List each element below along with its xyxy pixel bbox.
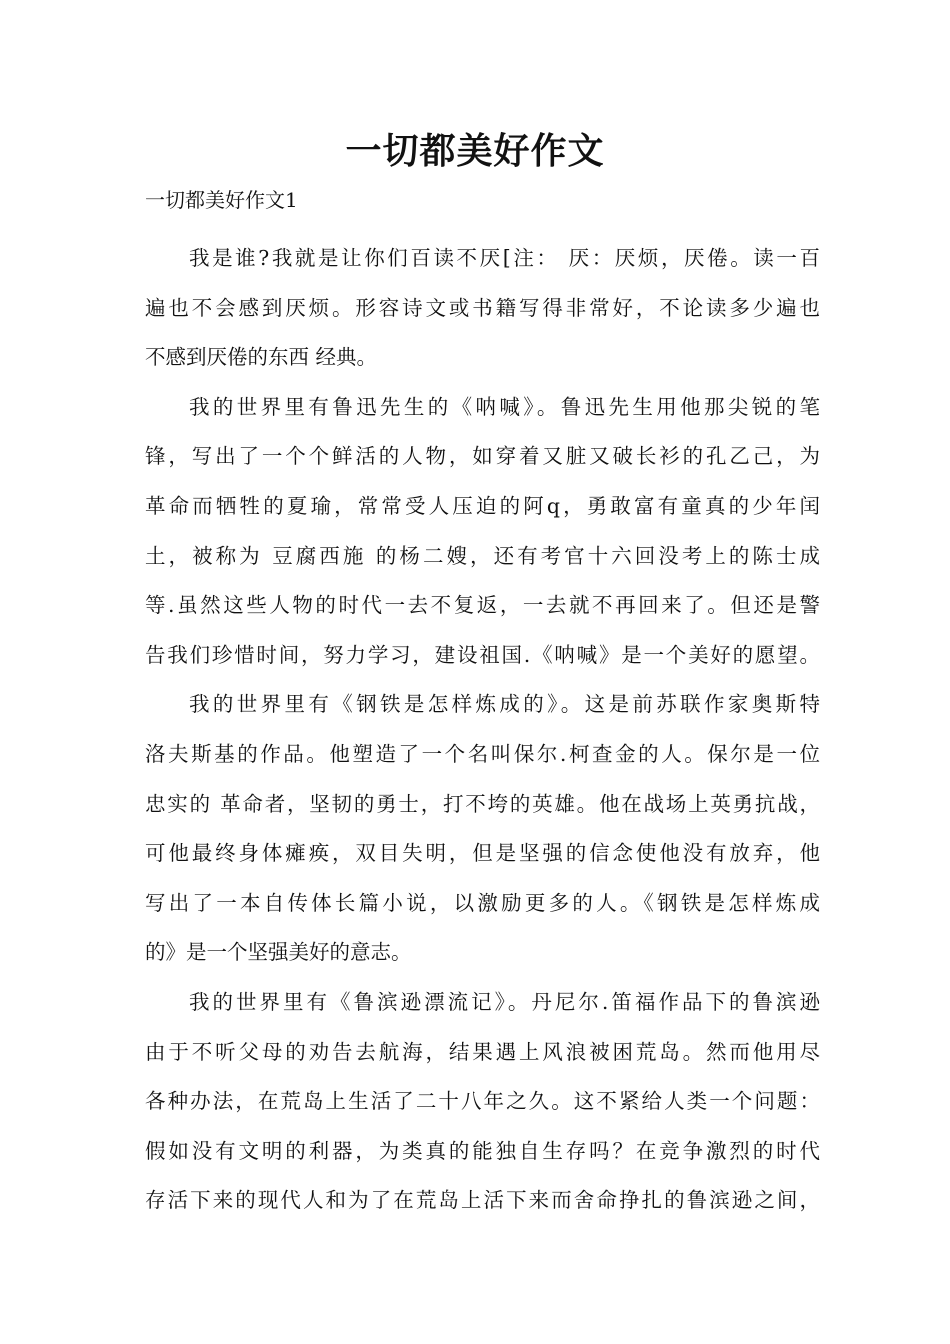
text-line: 的》是一个坚强美好的意志。: [145, 940, 412, 965]
document-subtitle: 一切都美好作文1: [145, 188, 298, 212]
text-line: 存活下来的现代人和为了在荒岛上活下来而舍命挣扎的鲁滨逊之间，: [145, 1188, 820, 1213]
text-line: 由于不听父母的劝告去航海，结果遇上风浪被困荒岛。然而他用尽: [145, 1039, 820, 1064]
text-line: 革命而牺牲的夏瑜，常常受人压迫的阿q，勇敢富有童真的少年闰: [145, 493, 820, 518]
text-line: 等.虽然这些人物的时代一去不复返，一去就不再回来了。但还是警: [145, 593, 820, 618]
text-line: 我的世界里有《鲁滨逊漂流记》。丹尼尔.笛福作品下的鲁滨逊: [189, 989, 820, 1014]
text-line: 告我们珍惜时间，努力学习，建设祖国.《呐喊》是一个美好的愿望。: [145, 642, 820, 667]
document-title: 一切都美好作文: [345, 131, 605, 172]
text-line: 我的世界里有鲁迅先生的《呐喊》。鲁迅先生用他那尖锐的笔: [189, 394, 820, 419]
text-line: 假如没有文明的利器，为类真的能独自生存吗？在竞争激烈的时代: [145, 1138, 820, 1163]
text-line: 洛夫斯基的作品。他塑造了一个名叫保尔.柯查金的人。保尔是一位: [145, 741, 820, 766]
text-line: 不感到厌倦的东西 经典。: [145, 345, 378, 370]
text-line: 各种办法，在荒岛上生活了二十八年之久。这不紧给人类一个问题：: [145, 1089, 820, 1114]
text-line: 我的世界里有《钢铁是怎样炼成的》。这是前苏联作家奥斯特: [189, 692, 820, 717]
document-body: [145, 234, 820, 1226]
text-line: 忠实的 革命者，坚韧的勇士，打不垮的英雄。他在战场上英勇抗战，: [145, 791, 820, 816]
text-line: 遍也不会感到厌烦。形容诗文或书籍写得非常好，不论读多少遍也: [145, 295, 820, 320]
text-line: 土，被称为 豆腐西施 的杨二嫂，还有考官十六回没考上的陈士成: [145, 543, 820, 568]
text-line: 锋，写出了一个个鲜活的人物，如穿着又脏又破长衫的孔乙己，为: [145, 444, 820, 469]
text-line: 可他最终身体瘫痪，双目失明，但是坚强的信念使他没有放弃，他: [145, 841, 820, 866]
text-line: 我是谁?我就是让你们百读不厌[注： 厌：厌烦，厌倦。读一百: [189, 246, 820, 270]
text-line: 写出了一本自传体长篇小说，以激励更多的人。《钢铁是怎样炼成: [145, 890, 820, 915]
